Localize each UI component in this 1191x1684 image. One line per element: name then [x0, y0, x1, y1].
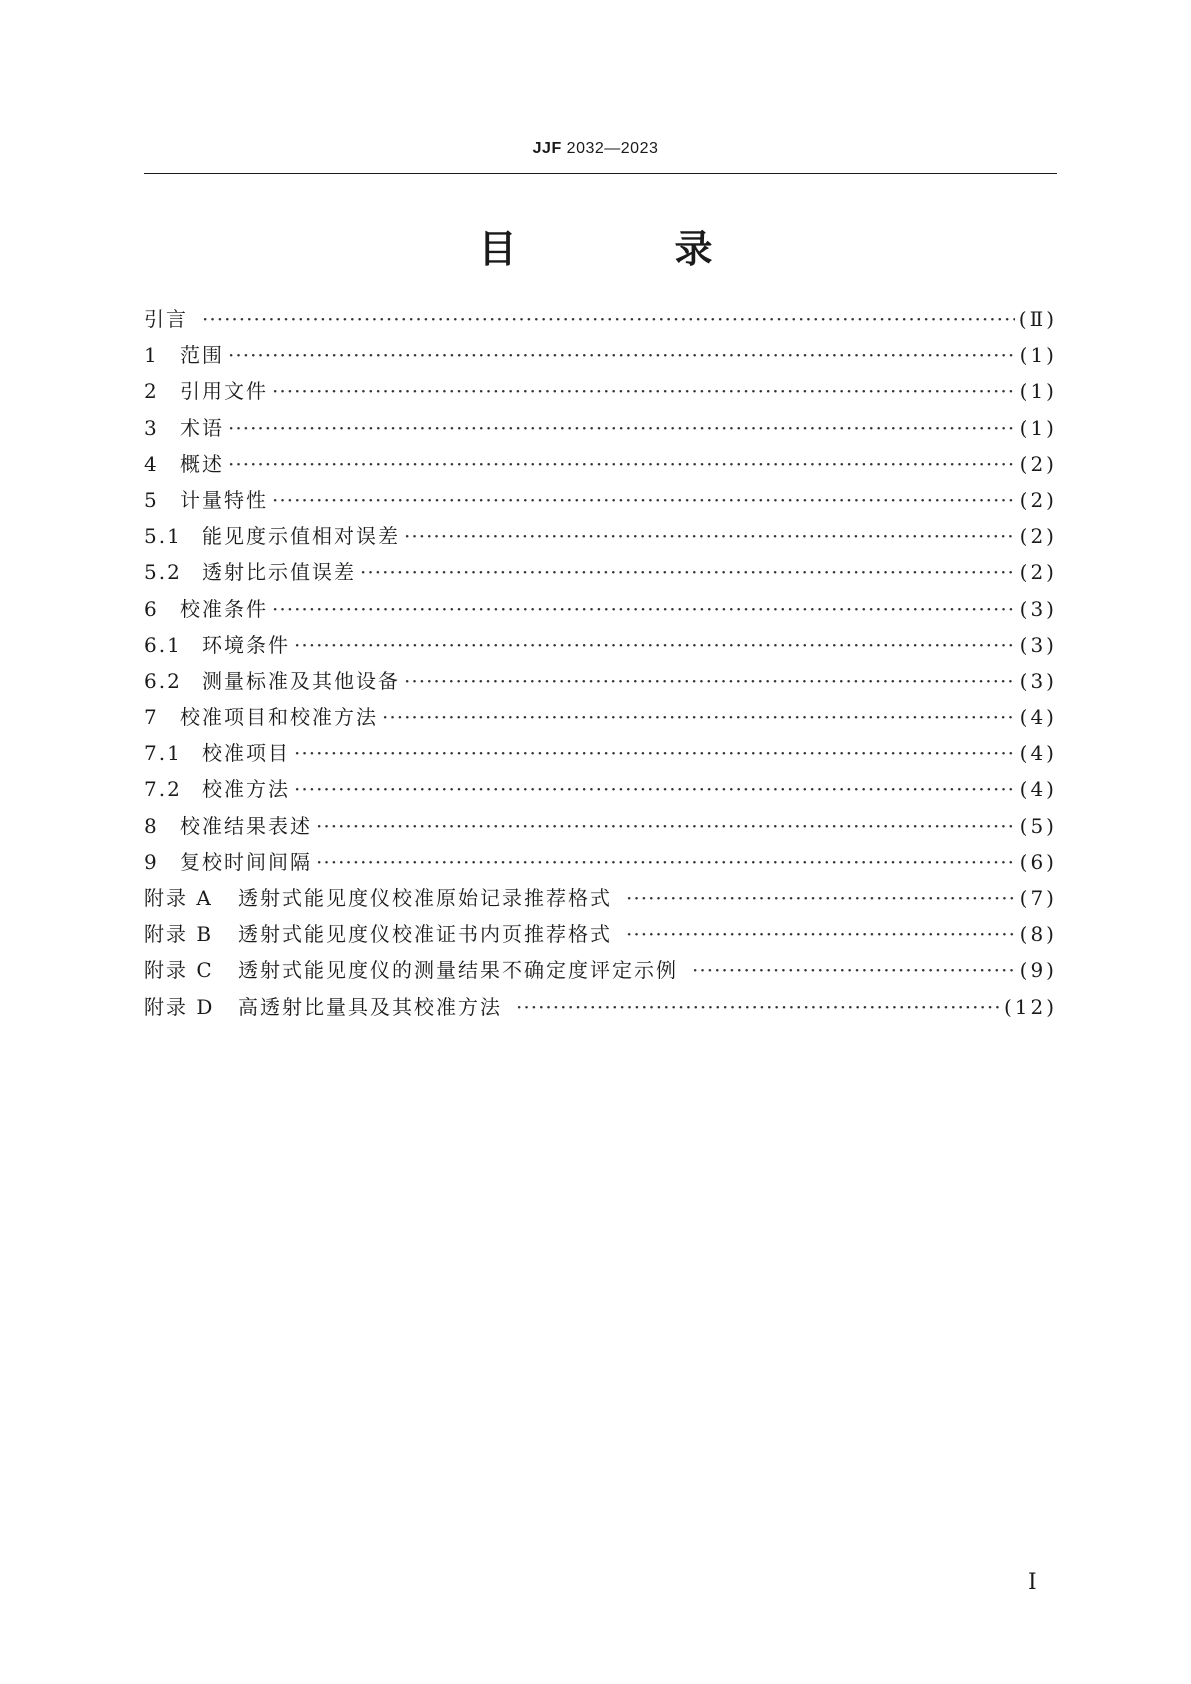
toc-leader-dots [404, 524, 1016, 548]
toc-entry-number: 附录 A [144, 886, 213, 910]
toc-entry-page: (12) [1003, 994, 1057, 1019]
toc-entry-6-1[interactable] [144, 629, 1057, 665]
toc-entry-title: 校准方法 [202, 777, 290, 802]
toc-entry-number: 5 [144, 487, 159, 512]
toc-entry-number: 7 [144, 705, 159, 730]
toc-entry-label [144, 665, 400, 694]
toc-entry-title: 概述 [180, 451, 224, 476]
toc-entry-8[interactable] [144, 810, 1057, 846]
toc-entry-5[interactable] [144, 484, 1057, 520]
toc-entry-number: 9 [144, 849, 159, 874]
toc-entry-number: 4 [144, 451, 159, 476]
toc-leader-dots [382, 705, 1016, 729]
toc-leader-dots [516, 995, 1000, 1019]
toc-entry-page: (6) [1019, 849, 1057, 874]
toc-entry-page: (9) [1019, 958, 1057, 983]
toc-leader-dots [626, 922, 1016, 946]
toc-entry-label [144, 773, 290, 802]
toc-entry-7[interactable] [144, 701, 1057, 737]
toc-entry-title: 测量标准及其他设备 [202, 668, 400, 693]
toc-entry-number: 1 [144, 343, 159, 368]
toc-entry-page: (7) [1019, 886, 1057, 910]
toc-entry-label [144, 375, 268, 404]
toc-entry-page: (2) [1019, 524, 1057, 549]
toc-leader-dots [316, 814, 1016, 838]
toc-leader-dots [272, 597, 1016, 621]
toc-entry-page: (3) [1019, 668, 1057, 693]
toc-leader-dots [228, 416, 1016, 440]
toc-entry-title: 校准结果表述 [180, 813, 312, 838]
toc-entry-label [144, 810, 312, 839]
toc-entry-label [144, 991, 502, 1020]
document-code [0, 140, 1191, 158]
toc-leader-dots [294, 777, 1016, 801]
toc-entry-page: (3) [1019, 596, 1057, 621]
toc-entry-4[interactable] [144, 448, 1057, 484]
toc-entry-title: 高透射比量具及其校准方法 [238, 994, 502, 1019]
toc-entry-appendix-d[interactable] [144, 991, 1057, 1027]
toc-entry-label [144, 484, 268, 513]
toc-entry-number: 7.1 [144, 741, 182, 766]
toc-entry-page: (3) [1019, 632, 1057, 657]
toc-entry-title: 校准条件 [180, 596, 268, 621]
toc-entry-foreword[interactable] [144, 303, 1057, 339]
toc-leader-dots [316, 850, 1016, 874]
toc-entry-5-2[interactable] [144, 556, 1057, 592]
toc-entry-label [144, 339, 224, 368]
table-of-contents [144, 303, 1057, 1027]
toc-leader-dots [272, 379, 1016, 403]
toc-entry-number: 5.2 [144, 560, 182, 585]
toc-entry-label [144, 593, 268, 622]
toc-leader-dots [272, 488, 1016, 512]
toc-entry-number: 8 [144, 813, 159, 838]
toc-entry-number: 6.2 [144, 668, 182, 693]
toc-entry-page: (2) [1019, 560, 1057, 585]
toc-entry-title: 术语 [180, 415, 224, 440]
toc-entry-6-2[interactable] [144, 665, 1057, 701]
toc-entry-page: (5) [1019, 813, 1057, 838]
toc-entry-page: (1) [1019, 415, 1057, 440]
toc-entry-page: (1) [1019, 379, 1057, 404]
toc-leader-dots [626, 886, 1016, 910]
toc-entry-label [144, 448, 224, 477]
toc-entry-number: 3 [144, 415, 159, 440]
toc-entry-9[interactable] [144, 846, 1057, 882]
toc-entry-title: 计量特性 [180, 487, 268, 512]
toc-entry-title: 复校时间间隔 [180, 849, 312, 874]
toc-entry-label [144, 701, 378, 730]
toc-entry-title: 能见度示值相对误差 [202, 524, 400, 549]
toc-entry-page: (4) [1019, 777, 1057, 802]
toc-leader-dots [228, 452, 1016, 476]
page-title: 目 录 [478, 227, 773, 271]
toc-entry-label [144, 303, 188, 332]
toc-entry-1[interactable] [144, 339, 1057, 375]
toc-entry-number: 附录 C [144, 958, 214, 983]
toc-entry-title: 引言 [144, 307, 188, 331]
toc-entry-number: 6.1 [144, 632, 182, 657]
toc-entry-title: 透射式能见度仪校准证书内页推荐格式 [238, 922, 612, 947]
toc-entry-label [144, 629, 290, 658]
toc-entry-number: 6 [144, 596, 159, 621]
document-code-prefix: JJF [532, 140, 562, 157]
toc-entry-label [144, 918, 612, 947]
toc-entry-page: (4) [1019, 741, 1057, 766]
toc-entry-number: 7.2 [144, 777, 182, 802]
toc-entry-6[interactable] [144, 593, 1057, 629]
toc-entry-title: 校准项目和校准方法 [180, 705, 378, 730]
toc-entry-label [144, 556, 356, 585]
toc-entry-label [144, 737, 290, 766]
toc-entry-page: (4) [1019, 705, 1057, 730]
toc-leader-dots [294, 741, 1016, 765]
toc-entry-label [144, 846, 312, 875]
toc-entry-2[interactable] [144, 375, 1057, 411]
toc-entry-appendix-b[interactable] [144, 918, 1057, 954]
toc-entry-title: 引用文件 [180, 379, 268, 404]
toc-leader-dots [228, 343, 1016, 367]
toc-entry-label [144, 520, 400, 549]
toc-entry-number: 5.1 [144, 524, 182, 549]
toc-entry-page: (1) [1019, 343, 1057, 368]
toc-entry-label [144, 412, 224, 441]
toc-entry-7-2[interactable] [144, 773, 1057, 809]
toc-entry-title: 透射式能见度仪校准原始记录推荐格式 [238, 886, 612, 910]
toc-entry-appendix-c[interactable] [144, 954, 1057, 990]
toc-entry-number: 附录 D [144, 994, 215, 1019]
toc-entry-label [144, 882, 612, 911]
toc-entry-title: 环境条件 [202, 632, 290, 657]
header-divider [144, 173, 1057, 174]
toc-entry-page: (2) [1019, 487, 1057, 512]
toc-leader-dots [202, 307, 1015, 331]
toc-entry-title: 透射式能见度仪的测量结果不确定度评定示例 [238, 958, 678, 983]
toc-entry-3[interactable] [144, 412, 1057, 448]
toc-entry-page: (8) [1019, 922, 1057, 947]
toc-entry-page: (2) [1019, 451, 1057, 476]
page-number: Ⅰ [1028, 1570, 1037, 1595]
toc-entry-page: (Ⅱ) [1018, 307, 1057, 331]
toc-entry-number: 附录 B [144, 922, 214, 947]
toc-entry-label [144, 954, 678, 983]
toc-leader-dots [404, 669, 1016, 693]
toc-entry-7-1[interactable] [144, 737, 1057, 773]
toc-leader-dots [692, 958, 1016, 982]
toc-entry-title: 透射比示值误差 [202, 560, 356, 585]
document-code-number: 2032—2023 [566, 140, 659, 157]
toc-leader-dots [294, 633, 1016, 657]
toc-entry-appendix-a[interactable] [144, 882, 1057, 918]
toc-entry-title: 范围 [180, 343, 224, 368]
toc-entry-title: 校准项目 [202, 741, 290, 766]
toc-entry-number: 2 [144, 379, 159, 404]
toc-entry-5-1[interactable] [144, 520, 1057, 556]
toc-leader-dots [360, 560, 1016, 584]
